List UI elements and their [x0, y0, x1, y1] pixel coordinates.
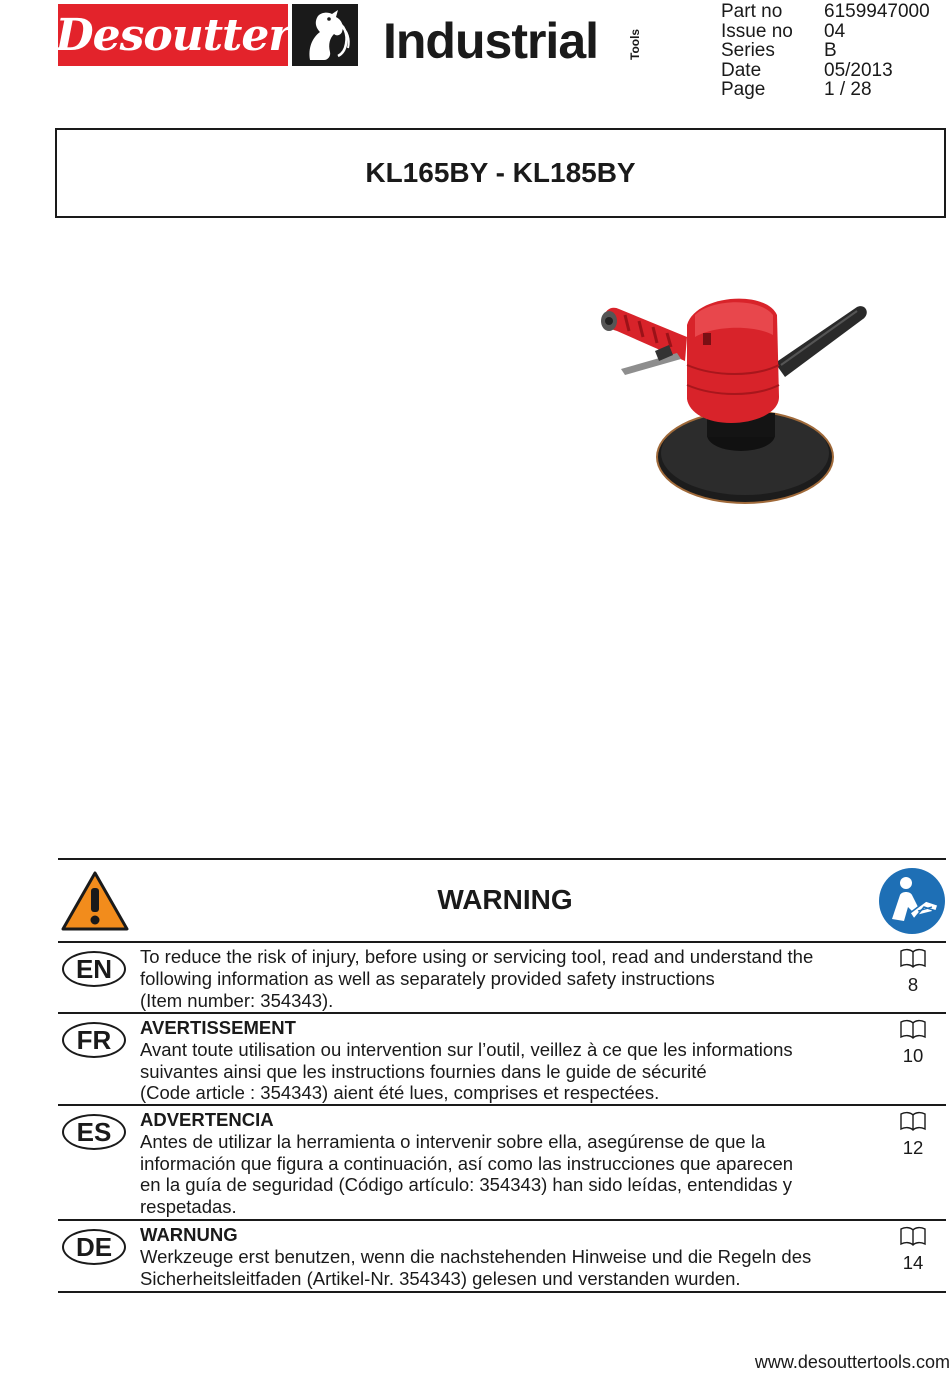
section-heading: WARNUNG — [140, 1224, 238, 1245]
page-reference-de: 14 — [902, 1252, 924, 1273]
text-line: suivantes ainsi que les instructions fournies dans le guide de sécurité — [140, 1060, 707, 1082]
language-badge-en: EN — [62, 951, 126, 987]
meta-label: Issue no — [721, 20, 793, 42]
divider — [58, 941, 946, 943]
meta-row-date — [721, 61, 930, 81]
book-icon — [899, 1226, 927, 1246]
warning-title: WARNING — [437, 884, 573, 915]
book-icon — [899, 1019, 927, 1039]
page-reference-fr: 10 — [902, 1045, 924, 1066]
document-title: KL165BY - KL185BY — [365, 157, 636, 188]
horse-logo-icon — [292, 4, 358, 66]
meta-row-page — [721, 80, 930, 100]
meta-value: 04 — [824, 20, 846, 42]
warning-text-de — [140, 1224, 860, 1289]
meta-value: B — [824, 40, 837, 61]
meta-row-issue-no — [721, 22, 930, 42]
text-line: To reduce the risk of injury, before using or servicing tool, read and understand the — [140, 946, 814, 967]
section-heading: AVERTISSEMENT — [140, 1017, 296, 1038]
warning-text-es — [140, 1109, 860, 1218]
document-title-box — [55, 128, 946, 218]
book-icon — [899, 948, 927, 968]
text-line: Antes de utilizar la herramienta o intervenir sobre ella, asegúrense de que la — [140, 1130, 766, 1152]
read-manual-icon — [878, 867, 946, 935]
meta-label: Series — [721, 40, 775, 61]
product-image — [595, 285, 875, 510]
text-line: respetadas. — [140, 1196, 237, 1218]
text-line: en la guía de seguridad (Código artículo: 354343) han sido leídas, entendidas y — [140, 1174, 793, 1196]
text-line: (Code article : 354343) aient été lues, comprises et respectées. — [140, 1082, 660, 1104]
page-reference-en: 8 — [907, 974, 919, 995]
meta-value: 1 / 28 — [824, 79, 872, 100]
meta-row-part-no — [721, 2, 930, 22]
language-badge-fr: FR — [62, 1022, 126, 1058]
warning-triangle-icon — [60, 870, 130, 932]
divider — [58, 1291, 946, 1293]
meta-row-series — [721, 41, 930, 61]
warning-text-fr — [140, 1017, 860, 1104]
warning-text-en — [140, 946, 860, 1011]
meta-label: Part no — [721, 1, 783, 22]
page-reference-es: 12 — [902, 1137, 924, 1158]
text-line: información que figura a continuación, así como las instrucciones que aparecen — [140, 1152, 794, 1174]
divider — [58, 1012, 946, 1014]
text-line: Avant toute utilisation ou intervention sur l’outil, veillez à ce que les informations — [140, 1038, 793, 1060]
document-meta — [721, 2, 930, 100]
divider — [58, 1104, 946, 1106]
desoutter-logo: Desoutter — [58, 4, 288, 66]
text-line: Sicherheitsleitfaden (Artikel-Nr. 354343) gelesen und verstanden wurden. — [140, 1267, 741, 1289]
divider — [58, 1219, 946, 1221]
language-badge-es: ES — [62, 1114, 126, 1150]
divider — [58, 858, 946, 860]
meta-value: 05/2013 — [824, 59, 893, 81]
industrial-wordmark: Industrial — [383, 13, 599, 69]
tools-wordmark: Tools — [628, 28, 642, 60]
footer-url[interactable]: www.desouttertools.com — [754, 1352, 950, 1372]
meta-value: 6159947000 — [824, 1, 930, 22]
section-heading: ADVERTENCIA — [140, 1109, 274, 1130]
language-badge-de: DE — [62, 1229, 126, 1265]
meta-label: Page — [721, 79, 766, 100]
text-line: (Item number: 354343). — [140, 989, 334, 1011]
text-line: following information as well as separately provided safety instructions — [140, 967, 715, 989]
text-line: Werkzeuge erst benutzen, wenn die nachstehenden Hinweise und die Regeln des — [140, 1245, 812, 1267]
meta-label: Date — [721, 59, 762, 81]
book-icon — [899, 1111, 927, 1131]
